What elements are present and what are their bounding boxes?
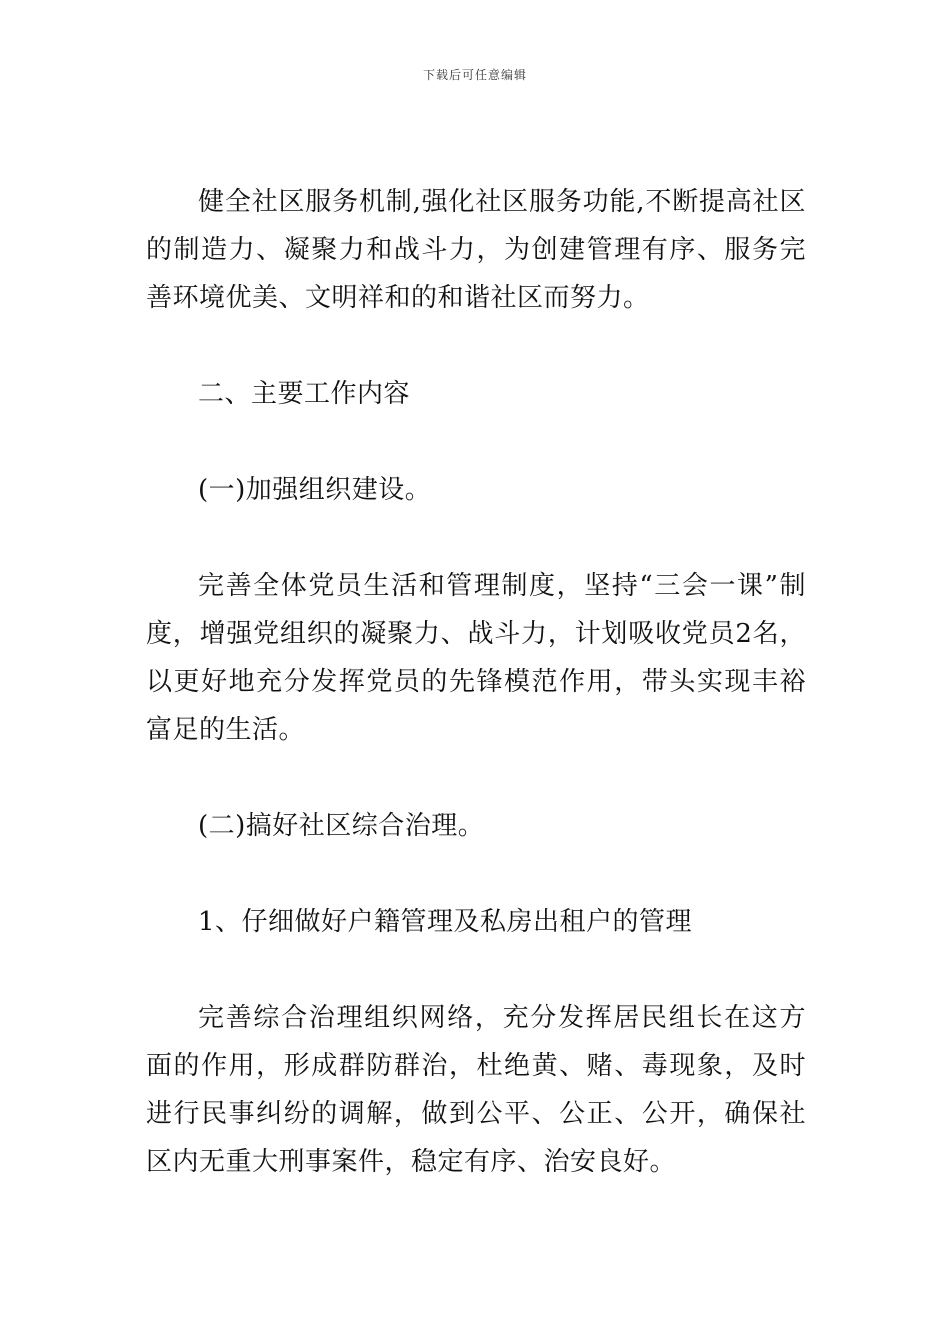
section-heading-main-work: 二、主要工作内容 xyxy=(198,379,411,409)
paragraph-spacer xyxy=(146,946,806,994)
page-header-note: 下载后可任意编辑 xyxy=(422,68,527,82)
paragraph-spacer xyxy=(146,322,806,370)
subheading-governance: (二)搞好社区综合治理。 xyxy=(198,811,485,841)
paragraph-spacer xyxy=(146,418,806,466)
paragraph-spacer xyxy=(146,514,806,562)
paragraph-intro: 健全社区服务机制,强化社区服务功能,不断提高社区的制造力、凝聚力和战斗力，为创建管理有序、服务完善环境优美、文明祥和的和谐社区而努力。 xyxy=(146,187,806,313)
paragraph-spacer xyxy=(146,850,806,898)
subheading-household-registration: 1、仔细做好户籍管理及私房出租户的管理 xyxy=(198,907,693,937)
document-body xyxy=(146,178,806,1186)
paragraph-governance-network: 完善综合治理组织网络，充分发挥居民组长在这方面的作用，形成群防群治，杜绝黄、赌、毒现象，及时进行民事纠纷的调解，做到公平、公正、公开，确保社区内无重大刑事案件，稳定有序、治安良好。 xyxy=(146,1003,806,1177)
paragraph-party-members: 完善全体党员生活和管理制度，坚持“三会一课”制度，增强党组织的凝聚力、战斗力，计划吸收党员2名，以更好地充分发挥党员的先锋模范作用，带头实现丰裕富足的生活。 xyxy=(146,571,806,745)
paragraph-spacer xyxy=(146,754,806,802)
subheading-organization: (一)加强组织建设。 xyxy=(198,475,432,505)
